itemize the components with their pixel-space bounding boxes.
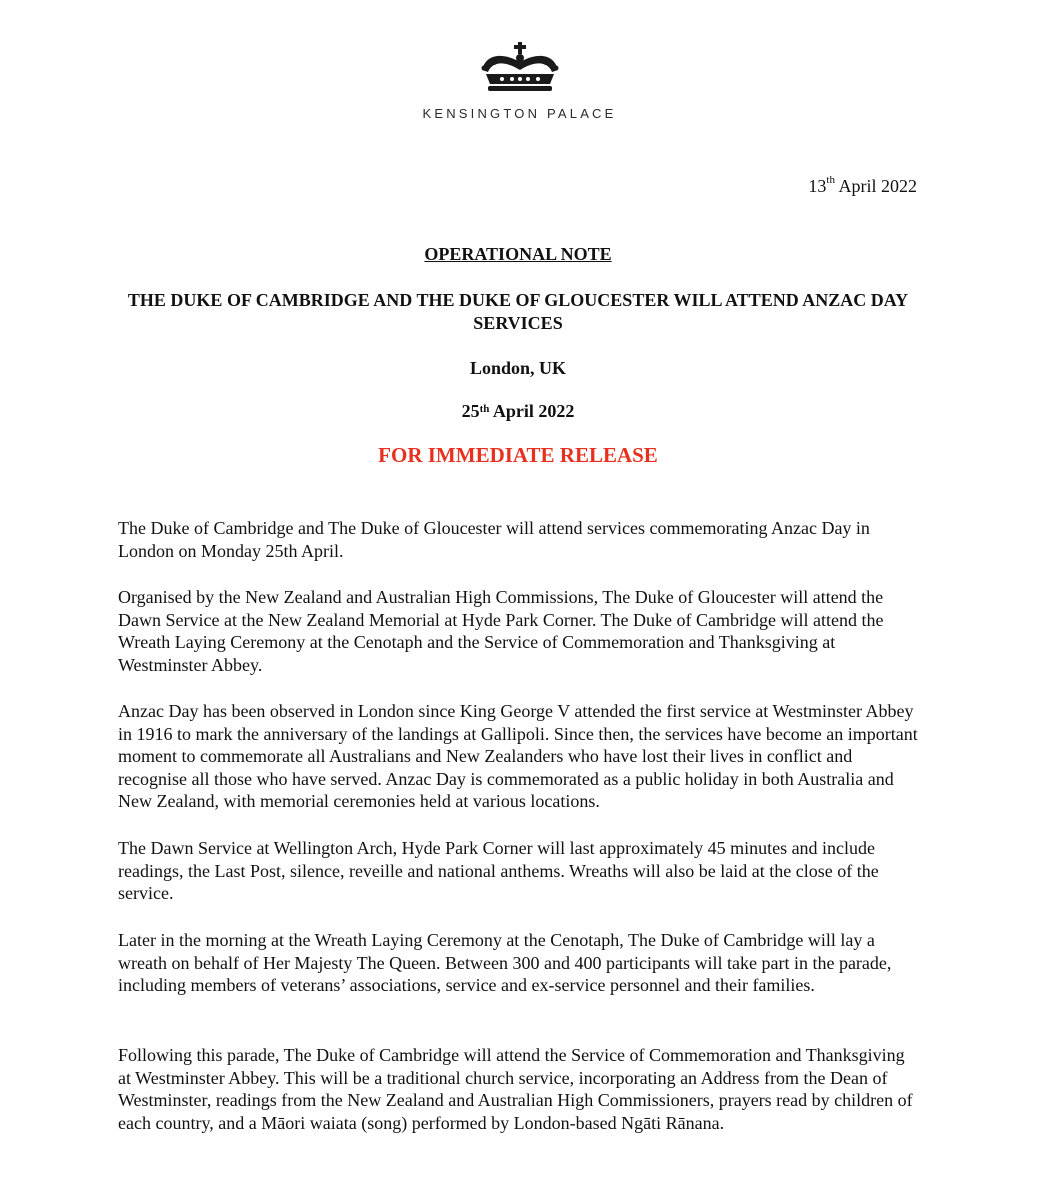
issue-date-day: 13 (808, 176, 827, 196)
location-heading: London, UK (469, 358, 567, 378)
paragraph-text: The Duke of Cambridge and The Duke of Gloucester will attend services commemorating Anzac Day in London on Monday 25th April. (118, 518, 870, 561)
paragraph-text: The Dawn Service at Wellington Arch, Hyde Park Corner will last approximately 45 minutes and include readings, the Last Post, silence, reveille and national anthems. Wreaths will also be laid at the close of the service. (118, 838, 879, 903)
body-paragraph-2 (118, 586, 918, 676)
body-paragraph-5 (118, 929, 918, 997)
paragraph-text: Following this parade, The Duke of Cambridge will attend the Service of Commemoration and Thanksgiving at Westminster Abbey. This will be a traditional church service, incorporating an Address from the Dean of Westminster, readings from the New Zealand and Australian High Commissioners, prayers read by children of each country, and a Māori waiata (song) performed by London-based Ngāti Rānana. (118, 1045, 913, 1133)
event-date-suffix: th (479, 403, 490, 415)
body-paragraph-4 (118, 837, 918, 905)
event-date-rest: April 2022 (489, 401, 575, 421)
body-paragraph-1 (118, 517, 918, 562)
paragraph-text: Anzac Day has been observed in London since King George V attended the first service at Westminster Abbey in 1916 to mark the anniversary of the landings at Gallipoli. Since then, the services have become an important moment to commemorate all Australians and New Zealanders who have lost their lives in conflict and recognise all those who have served. Anzac Day is commemorated as a public holiday in both Australia and New Zealand, with memorial ceremonies held at various locations. (118, 701, 918, 811)
issue-date-rest: April 2022 (834, 176, 917, 196)
release-notice: FOR IMMEDIATE RELEASE (378, 443, 658, 467)
paragraph-text: Later in the morning at the Wreath Laying Ceremony at the Cenotaph, The Duke of Cambridge will lay a wreath on behalf of Her Majesty The Queen. Between 300 and 400 participants will take part in the parade, including members of veterans’ associations, service and ex-service personnel and their families. (118, 930, 892, 995)
event-date (118, 400, 918, 423)
event-date-day: 25 (461, 401, 480, 421)
issue-date (808, 176, 917, 197)
body-paragraph-6 (118, 1044, 918, 1134)
document-title: THE DUKE OF CAMBRIDGE AND THE DUKE OF GLOUCESTER WILL ATTEND ANZAC DAY SERVICES (127, 290, 909, 333)
issue-date-suffix: th (826, 174, 835, 186)
crown-icon (472, 40, 568, 96)
palace-name: KENSINGTON PALACE (422, 106, 617, 121)
body-paragraph-3 (118, 700, 918, 813)
paragraph-text: Organised by the New Zealand and Australian High Commissions, The Duke of Gloucester will attend the Dawn Service at the New Zealand Memorial at Hyde Park Corner. The Duke of Cambridge will attend the Wreath Laying Ceremony at the Cenotaph and the Service of Commemoration and Thanksgiving at Westminster Abbey. (118, 587, 884, 675)
letterhead (0, 40, 1039, 121)
operational-note-heading: OPERATIONAL NOTE (424, 244, 612, 264)
